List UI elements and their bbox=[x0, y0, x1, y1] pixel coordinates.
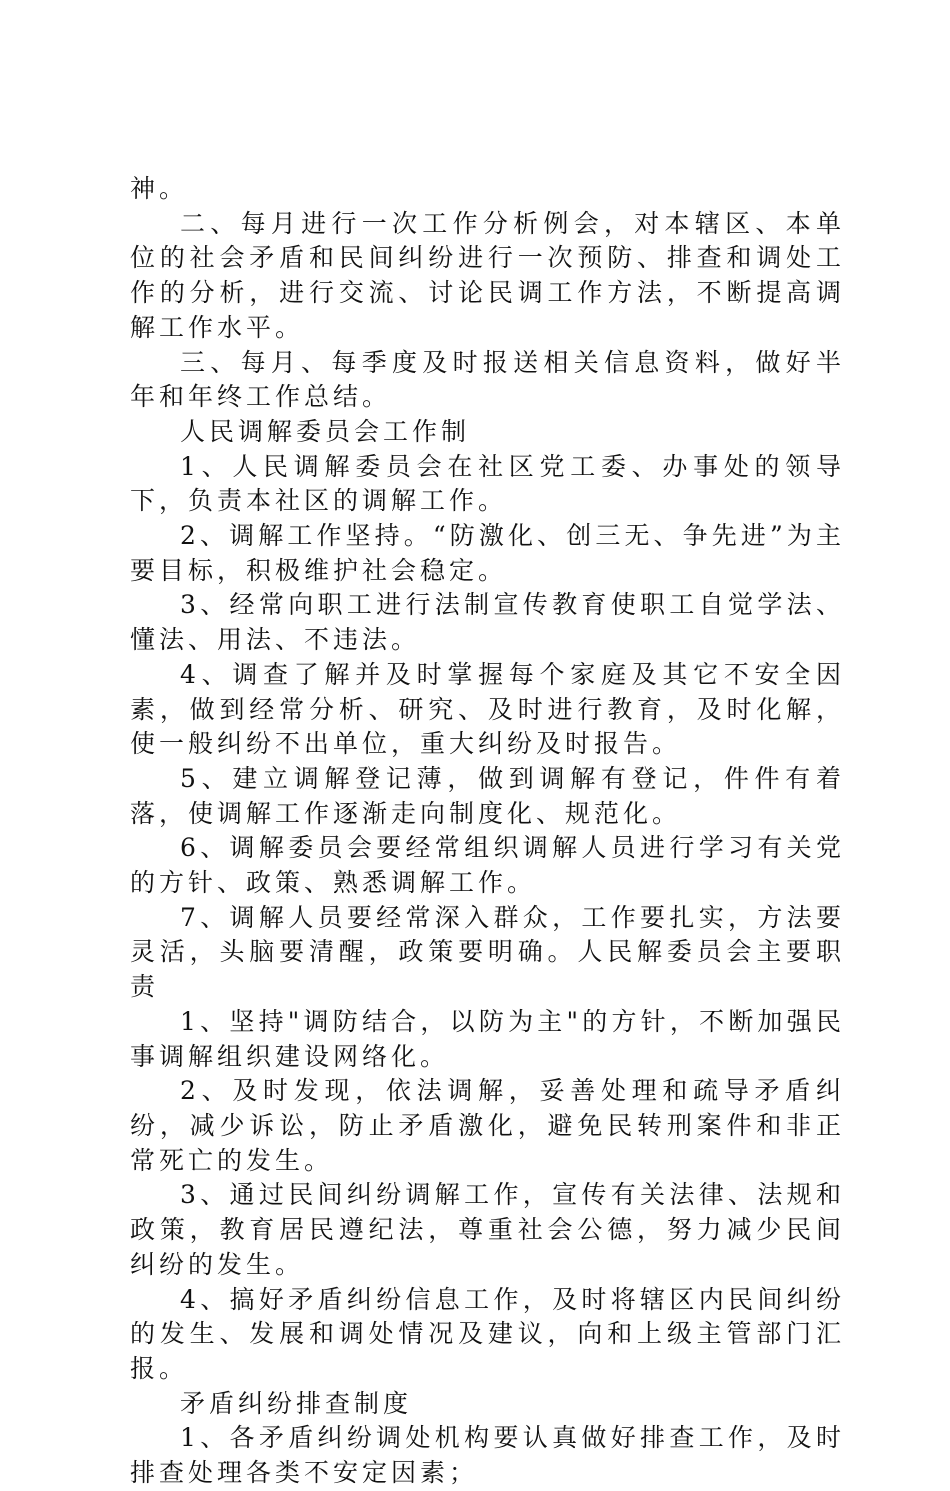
paragraph: 3、通过民间纠纷调解工作，宣传有关法律、法规和政策，教育居民遵纪法，尊重社会公德，努力减少民间纠纷的发生。 bbox=[130, 1180, 845, 1279]
section-heading: 矛盾纠纷排查制度 bbox=[180, 1388, 413, 1418]
paragraph: 三、每月、每季度及时报送相关信息资料，做好半年和年终工作总结。 bbox=[130, 347, 845, 412]
paragraph: 3、经常向职工进行法制宣传教育使职工自觉学法、懂法、用法、不违法。 bbox=[130, 590, 845, 655]
paragraph: 4、调查了解并及时掌握每个家庭及其它不安全因素，做到经常分析、研究、及时进行教育，及时化解，使一般纠纷不出单位，重大纠纷及时报告。 bbox=[130, 659, 845, 759]
paragraph: 2、调解工作坚持。“防激化、创三无、争先进”为主要目标，积极维护社会稳定。 bbox=[130, 521, 845, 585]
paragraph: 7、调解人员要经常深入群众，工作要扎实，方法要灵活，头脑要清醒，政策要明确。人民解委员会主要职责 bbox=[130, 902, 845, 1002]
paragraph: 1、人民调解委员会在社区党工委、办事处的领导下，负责本社区的调解工作。 bbox=[130, 451, 845, 516]
paragraph: 4、搞好矛盾纠纷信息工作，及时将辖区内民间纠纷的发生、发展和调处情况及建议，向和上级主管部门汇报。 bbox=[130, 1284, 845, 1383]
paragraph: 2、及时发现，依法调解，妥善处理和疏导矛盾纠纷，减少诉讼，防止矛盾激化，避免民转刑案件和非正常死亡的发生。 bbox=[130, 1076, 845, 1175]
paragraph-continuation: 神。 bbox=[130, 174, 189, 203]
paragraph: 5、建立调解登记薄，做到调解有登记，件件有着落，使调解工作逐渐走向制度化、规范化。 bbox=[130, 763, 845, 828]
section-heading: 人民调解委员会工作制 bbox=[180, 416, 471, 446]
document-page bbox=[130, 172, 845, 1491]
paragraph: 1、坚持"调防结合，以防为主"的方针，不断加强民事调解组织建设网络化。 bbox=[130, 1006, 845, 1071]
paragraph: 二、每月进行一次工作分析例会，对本辖区、本单位的社会矛盾和民间纠纷进行一次预防、排查和调处工作的分析，进行交流、讨论民调工作方法，不断提高调解工作水平。 bbox=[130, 208, 845, 342]
paragraph: 1、各矛盾纠纷调处机构要认真做好排查工作，及时排查处理各类不安定因素； bbox=[130, 1423, 845, 1488]
paragraph: 6、调解委员会要经常组织调解人员进行学习有关党的方针、政策、熟悉调解工作。 bbox=[130, 833, 845, 898]
